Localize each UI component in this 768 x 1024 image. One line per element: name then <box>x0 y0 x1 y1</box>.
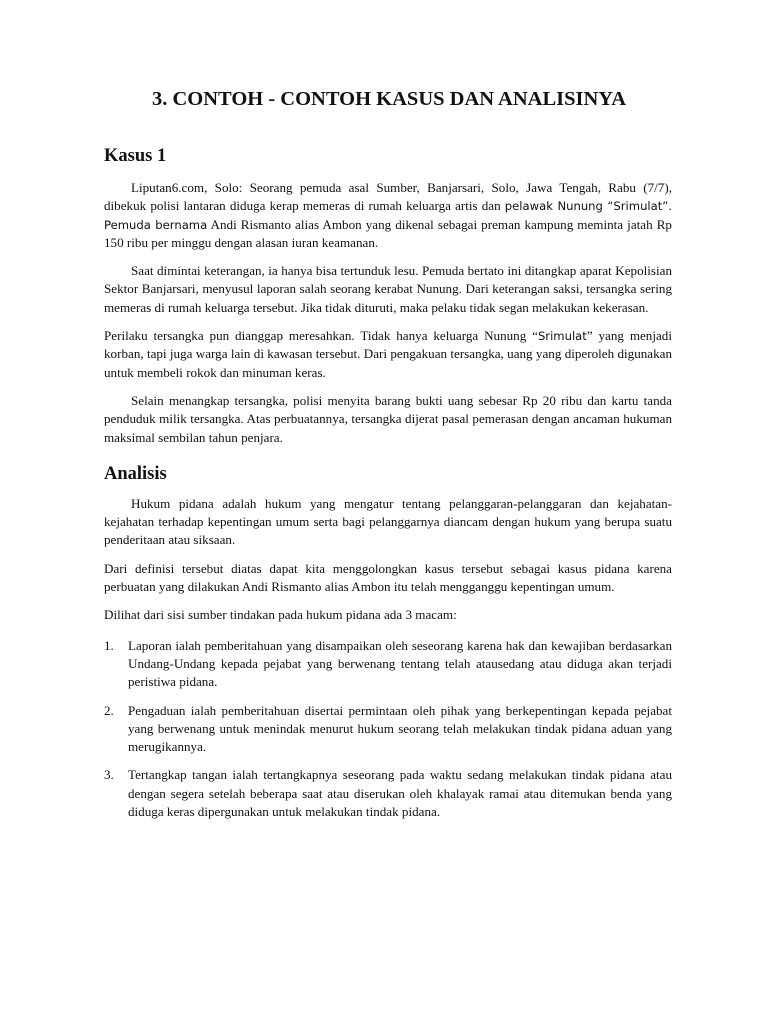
section-heading-kasus: Kasus 1 <box>104 146 167 166</box>
list-item-number: 2. <box>104 702 114 718</box>
analisis-paragraph-3: Dilihat dari sisi sumber tindakan pada hukum pidana ada 3 macam: <box>104 607 457 623</box>
sumber-tindakan-list <box>104 637 672 822</box>
kasus-paragraph-1-part-a: Liputan6.com, Solo: Seorang pemuda asal Sumber, Banjarsari, Solo, Jawa Tengah, Rabu (7/7), dibekuk polisi lantaran diduga kerap memeras di rumah keluarga artis dan <box>104 180 672 214</box>
analisis-paragraph-1: Hukum pidana adalah hukum yang mengatur tentang pelanggaran-pelanggaran dan kejahatan-kejahatan terhadap kepentingan umum serta bagi pelanggarnya diancam dengan hukum yang berupa suatu penderitaan atau siksaan. <box>104 495 672 548</box>
kasus-paragraph-1 <box>104 179 672 252</box>
kasus-paragraph-3-part-c: ” yang menjadi korban, tapi juga warga lain di kawasan tersebut. Dari pengakuan tersangka, uang yang diperoleh digunakan untuk membeli rokok dan minuman keras. <box>104 328 672 380</box>
section-heading-analisis: Analisis <box>104 463 167 484</box>
list-item-text: Tertangkap tangan ialah tertangkapnya seseorang pada waktu sedang melakukan tindak pidana atau dengan segera setelah beberapa saat atau diserukan oleh khalayak ramai atau ditemukan benda yang diduga keras dipergunakan untuk melakukan tindak pidana. <box>128 767 672 820</box>
analisis-paragraph-2: Dari definisi tersebut diatas dapat kita menggolongkan kasus tersebut sebagai kasus pidana karena perbuatan yang dilakukan Andi Rismanto alias Ambon itu telah mengganggu kepentingan umum. <box>104 560 672 595</box>
page-title: 3. CONTOH - CONTOH KASUS DAN ANALISINYA <box>151 88 627 110</box>
kasus-paragraph-3-part-a: Perilaku tersangka pun dianggap meresahkan. Tidak hanya keluarga Nunung “ <box>104 328 538 344</box>
kasus-body <box>104 179 672 447</box>
list-item-number: 3. <box>104 767 114 783</box>
kasus-paragraph-3-part-b: Srimulat <box>537 329 587 344</box>
list-item-text: Laporan ialah pemberitahuan yang disampaikan oleh seseorang karena hak dan kewajiban berdasarkan Undang-Undang kepada pejabat yang berwenang tentang telah atausedang atau diduga akan terjadi peristiwa pidana. <box>128 637 672 690</box>
list-item <box>104 766 672 821</box>
list-item <box>104 637 672 692</box>
list-item-text: Pengaduan ialah pemberitahuan disertai permintaan oleh pihak yang berkepentingan kepada pejabat yang berwenang untuk menindak menurut hukum seorang telah melakukan tindak pidana aduan yang merugikannya. <box>128 702 672 755</box>
kasus-paragraph-1-part-c: Andi Rismanto alias Ambon yang dikenal sebagai preman kampung meminta jatah Rp 150 ribu per minggu dengan alasan iuran keamanan. <box>104 216 672 250</box>
list-item <box>104 702 672 757</box>
kasus-paragraph-3 <box>104 327 672 382</box>
analisis-body <box>104 495 672 625</box>
kasus-paragraph-2: Saat dimintai keterangan, ia hanya bisa tertunduk lesu. Pemuda bertato ini ditangkap aparat Kepolisian Sektor Banjarsari, menyusul laporan salah seorang kerabat Nunung. Dari keterangan saksi, tersangka sering memeras di rumah keluarga tersebut. Jika tidak dituruti, maka pelaku tidak segan melakukan kekerasan. <box>104 263 672 315</box>
kasus-paragraph-4: Selain menangkap tersangka, polisi menyita barang bukti uang sebesar Rp 20 ribu dan kartu tanda penduduk milik tersangka. Atas perbuatannya, tersangka dijerat pasal pemerasan dengan ancaman hukuman maksimal sembilan tahun penjara. <box>104 392 672 445</box>
kasus-paragraph-1-part-b: pelawak Nunung “Srimulat”. Pemuda bernama <box>104 199 672 232</box>
list-item-number: 1. <box>104 637 114 653</box>
